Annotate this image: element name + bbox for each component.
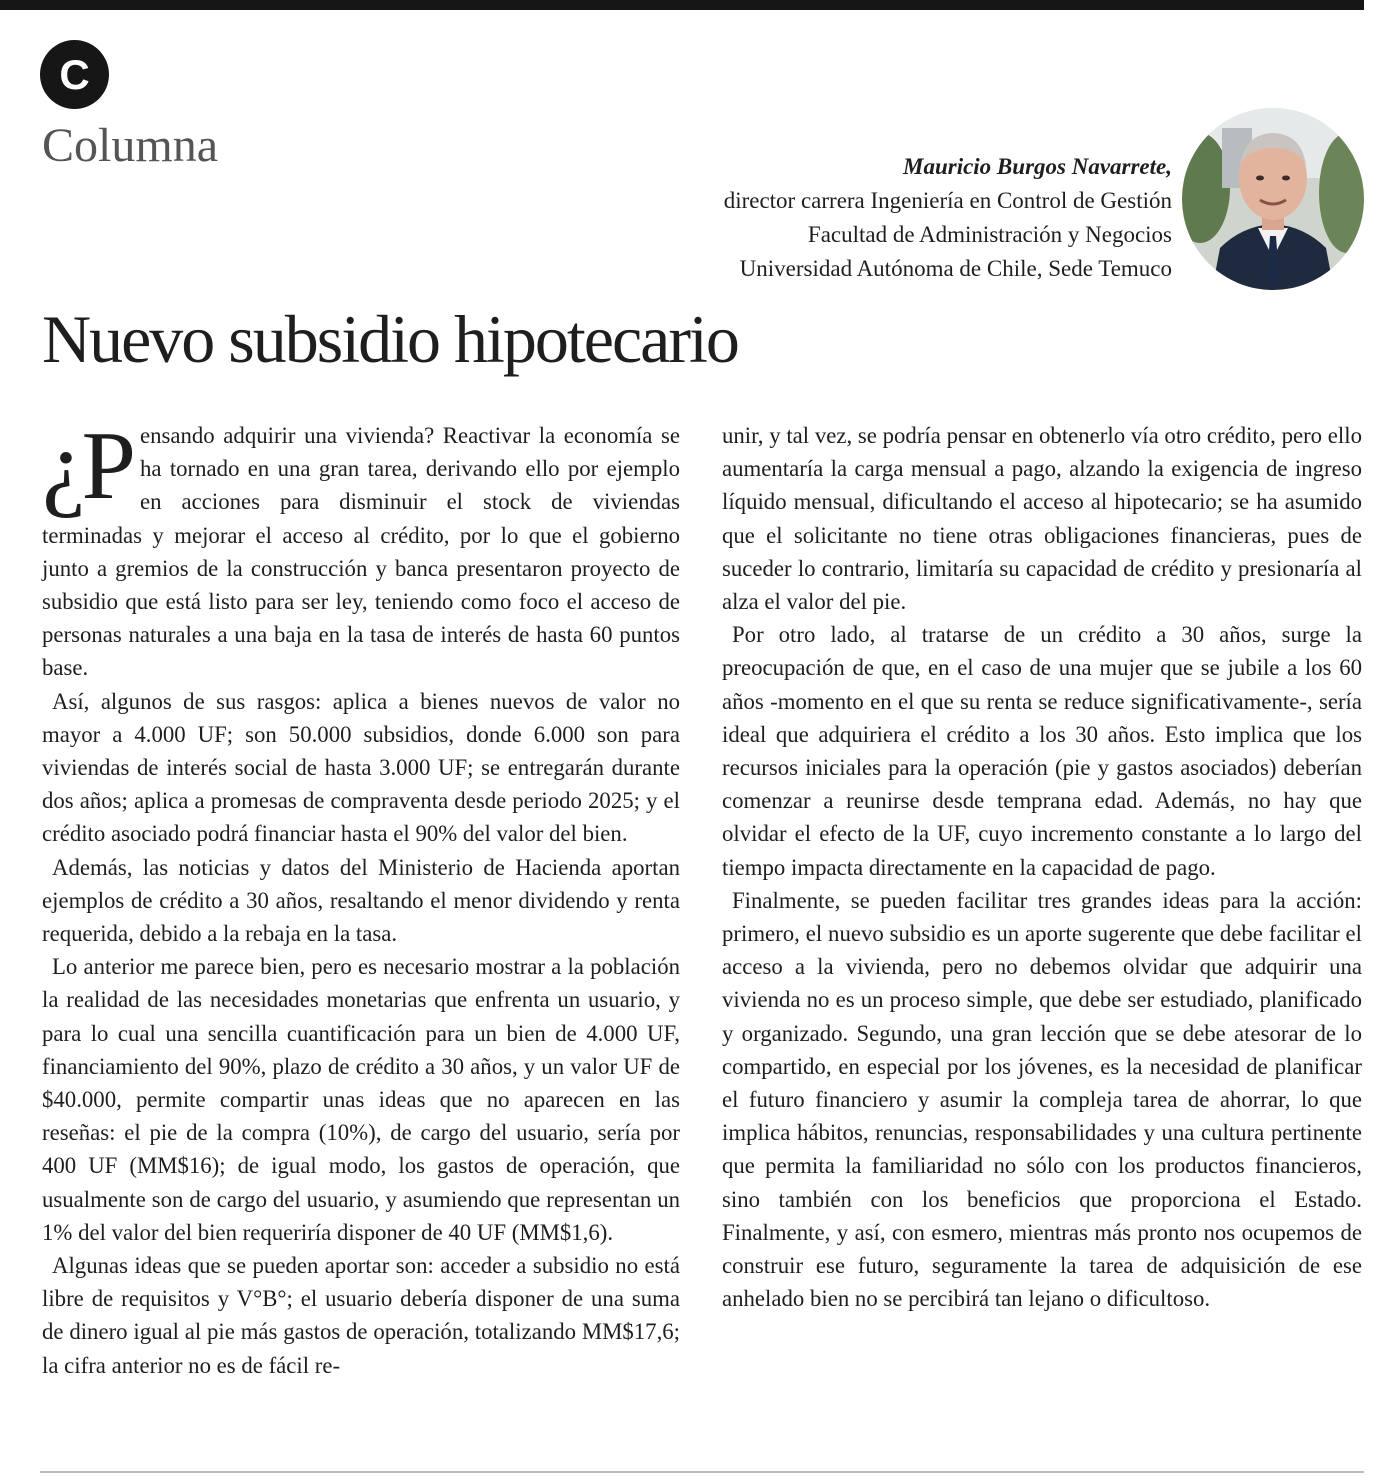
article-column-right (722, 419, 1362, 1315)
article-paragraph: Así, algunos de sus rasgos: aplica a bienes nuevos de valor no mayor a 4.000 UF; son 50.000 subsidios, donde 6.000 son para viviendas de interés social de hasta 3.000 UF; se entregarán durante dos años; aplica a promesas de compraventa desde periodo 2025; y el crédito asociado podrá financiar hasta el 90% del valor del bien. (42, 688, 680, 847)
author-faculty: Facultad de Administración y Negocios (807, 222, 1172, 247)
article-paragraph (42, 412, 680, 685)
article-paragraph: Por otro lado, al tratarse de un crédito a 30 años, surge la preocupación de que, en el caso de una mujer que se jubile a los 60 años -momento en el que su renta se reduce significativamente-, sería ideal que adquiriera el crédito a los 30 años. Esto implica que los recursos iniciales para la operación (pie y gastos asociados) deberían comenzar a reunirse desde temprana edad. Además, no hay que olvidar el efecto de la UF, cuyo incremento constante a lo largo del tiempo impacta directamente en la capacidad de pago. (722, 622, 1362, 880)
article-paragraph: Además, las noticias y datos del Ministerio de Hacienda aportan ejemplos de crédito a 30 años, resaltando el menor dividendo y renta requerida, debido a la rebaja en la tasa. (42, 854, 680, 947)
author-photo (1182, 108, 1364, 290)
paragraph-text: ensando adquirir una vivienda? Reactivar la economía se ha tornado en una gran tarea, derivando ello por ejemplo en acciones para disminuir el stock de viviendas terminadas y mejorar el acceso al crédito, por lo que el gobierno junto a gremios de la construcción y banca presentaron proyecto de subsidio que está listo para ser ley, teniendo como foco el acceso de personas naturales a una baja en la tasa de interés de hasta 60 puntos base. (42, 423, 680, 681)
article-column-left (42, 412, 680, 1382)
author-role: director carrera Ingeniería en Control de Gestión (723, 188, 1172, 213)
article-paragraph: Lo anterior me parece bien, pero es necesario mostrar a la población la realidad de las necesidades monetarias que enfrenta un usuario, y para lo cual una sencilla cuantificación para un bien de 4.000 UF, financiamiento del 90%, plazo de crédito a 30 años, y un valor UF de $40.000, permite compartir unas ideas que no aparecen en las reseñas: el pie de la compra (10%), de cargo del usuario, sería por 400 UF (MM$16); de igual modo, los gastos de operación, que usualmente son de cargo del usuario, y asumiendo que representan un 1% del valor del bien requeriría disponer de 40 UF (MM$1,6). (42, 954, 680, 1245)
article-paragraph: unir, y tal vez, se podría pensar en obtenerlo vía otro crédito, pero ello aumentaría la carga mensual a pago, alzando la exigencia de ingreso líquido mensual, dificultando el acceso al hipotecario; se ha asumido que el solicitante no tiene otras obligaciones financieras, pues de suceder lo contrario, limitaría su capacidad de crédito y presionaría al alza el valor del pie. (722, 423, 1362, 615)
top-rule (0, 0, 1364, 10)
author-portrait-icon (1182, 108, 1364, 290)
section-badge-icon (40, 40, 109, 109)
bottom-rule (40, 1471, 1364, 1473)
author-university: Universidad Autónoma de Chile, Sede Temuco (739, 256, 1172, 281)
author-name: Mauricio Burgos Navarrete, (903, 154, 1172, 179)
section-letter: C (59, 50, 90, 98)
article-paragraph: Finalmente, se pueden facilitar tres grandes ideas para la acción: primero, el nuevo subsidio es un aporte sugerente que debe facilitar el acceso a la vivienda, pero no debemos olvidar que adquirir una vivienda no es un proceso simple, que debe ser estudiado, planificado y organizado. Segundo, una gran lección que se debe atesorar de lo compartido, en especial por los jóvenes, es la necesidad de planificar el futuro financiero y asumir la compleja tarea de ahorrar, lo que implica hábitos, renuncias, responsabilidades y una cultura pertinente que permita la familiaridad no sólo con los productos financieros, sino también con los beneficios que proporciona el Estado. Finalmente, y así, con esmero, mientras más pronto nos ocupemos de construir ese futuro, seguramente la tarea de adquisición de ese anhelado bien no se percibirá tan lejano o dificultoso. (722, 887, 1362, 1312)
drop-cap: ¿P (42, 412, 132, 520)
section-name: Columna (42, 119, 218, 172)
article-title: Nuevo subsidio hipotecario (42, 301, 738, 377)
article-paragraph: Algunas ideas que se pueden aportar son: acceder a subsidio no está libre de requisitos y V°B°; el usuario debería disponer de una suma de dinero igual al pie más gastos de operación, totalizando MM$17,6; la cifra anterior no es de fácil re- (42, 1253, 680, 1378)
byline (724, 150, 1172, 286)
